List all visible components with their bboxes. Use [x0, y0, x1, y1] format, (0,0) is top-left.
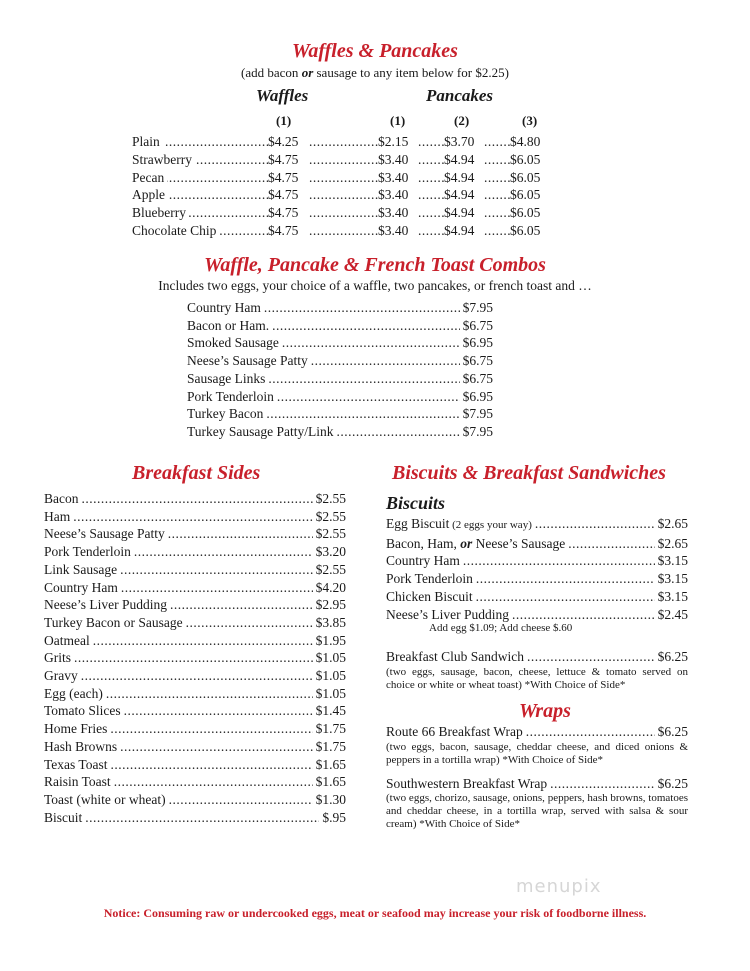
- waffle-price: $4.75: [268, 151, 299, 167]
- biscuit-addons: Add egg $1.09; Add cheese $.60: [429, 622, 573, 634]
- item-name: Blueberry: [132, 205, 189, 221]
- wrap-item: [386, 723, 688, 767]
- item-price: $1.75: [315, 721, 346, 737]
- pancake-3-price: $6.05: [510, 151, 541, 167]
- item-price: $1.75: [315, 738, 346, 754]
- pancake-3-price: $6.05: [510, 205, 541, 221]
- item-name: Egg (each): [44, 685, 103, 701]
- item-name: Turkey Sausage Patty/Link: [187, 423, 334, 439]
- food-safety-notice: Notice: Consuming raw or undercooked eggs, meat or seafood may increase your risk of foodborne illness.: [103, 906, 647, 920]
- item-price: $6.95: [462, 388, 493, 404]
- pancake-1-price: $3.40: [378, 187, 409, 203]
- list-item: [187, 352, 493, 370]
- item-price: $3.85: [315, 614, 346, 630]
- item-name: Toast (white or wheat): [44, 791, 166, 807]
- item-name: Link Sausage: [44, 561, 118, 577]
- waffles-pancakes-subtitle: (add bacon or sausage to any item below for $2.25): [241, 65, 509, 80]
- item-price: $1.05: [315, 650, 346, 666]
- list-item: [187, 334, 493, 352]
- item-name: Country Ham: [187, 300, 261, 315]
- item-name: Smoked Sausage: [187, 335, 279, 351]
- waffles-column-heading: Waffles: [256, 86, 309, 105]
- list-item: [44, 525, 346, 543]
- pancake-2-price: $4.94: [444, 223, 475, 238]
- pancake-2-price: $4.94: [444, 187, 475, 203]
- item-name: Pork Tenderloin: [187, 388, 274, 404]
- item-price: $1.30: [315, 791, 346, 807]
- item-name: Pork Tenderloin: [386, 571, 473, 587]
- item-name: Chicken Biscuit: [386, 588, 473, 604]
- waffle-price: $4.75: [268, 223, 299, 238]
- item-name: Tomato Slices: [44, 703, 121, 719]
- item-name: Neese’s Liver Pudding: [386, 606, 509, 622]
- item-price: $6.75: [462, 353, 493, 369]
- list-item: [44, 632, 346, 650]
- pancake-3-price: $4.80: [510, 134, 541, 149]
- list-item: [44, 738, 346, 756]
- breakfast-sides-list: [44, 490, 346, 826]
- item-price: $1.95: [315, 632, 346, 648]
- biscuits-sandwiches-title: Biscuits & Breakfast Sandwiches: [392, 462, 666, 484]
- item-name: Gravy: [44, 668, 78, 684]
- item-name: Neese’s Sausage Patty: [187, 353, 308, 369]
- item-price: $2.55: [315, 491, 346, 506]
- list-item: [187, 388, 493, 406]
- list-item: [44, 561, 346, 579]
- list-item: [44, 508, 346, 526]
- list-item: [44, 773, 346, 791]
- item-name: Neese’s Sausage Patty: [44, 526, 165, 542]
- list-item: [44, 490, 346, 508]
- item-description: (two eggs, bacon, sausage, cheddar cheese, and diced onions & peppers in a tortilla wrap) *With Choice of Side*: [386, 740, 688, 766]
- pancake-size-1: (1): [390, 113, 406, 128]
- pancake-2-price: $4.94: [444, 151, 475, 167]
- item-name: Sausage Links: [187, 370, 266, 386]
- list-item: [44, 614, 346, 632]
- pancakes-column-heading: Pancakes: [426, 86, 494, 105]
- item-name: Bacon or Ham.: [187, 317, 270, 333]
- item-name: Raisin Toast: [44, 774, 111, 790]
- item-price: $2.95: [315, 597, 346, 613]
- pancake-1-price: $2.15: [378, 134, 409, 149]
- item-price: $2.55: [315, 508, 346, 524]
- pancake-2-price: $3.70: [444, 134, 475, 149]
- list-item: [44, 685, 346, 703]
- waffle-size-1: (1): [276, 113, 292, 128]
- pancake-3-price: $6.05: [510, 169, 541, 185]
- list-item: [386, 570, 688, 588]
- item-price: $2.55: [315, 526, 346, 542]
- watermark-logo: menupix: [516, 876, 602, 897]
- combos-title: Waffle, Pancake & French Toast Combos: [204, 254, 546, 276]
- item-price: $1.45: [315, 703, 346, 719]
- list-item: [44, 720, 346, 738]
- list-item: [187, 370, 493, 388]
- list-item: [44, 791, 346, 809]
- waffle-price: $4.75: [268, 169, 299, 185]
- item-name: Neese’s Liver Pudding: [44, 597, 167, 613]
- waffles-pancakes-title: Waffles & Pancakes: [292, 40, 458, 62]
- item-price: $7.95: [462, 300, 493, 315]
- item-price: $6.75: [462, 317, 493, 333]
- list-item: [44, 649, 346, 667]
- table-row: [132, 187, 544, 205]
- pancake-size-2: (2): [454, 113, 470, 128]
- item-description: (two eggs, sausage, bacon, cheese, lettuce & tomato served on choice or white or wheat toast) *With Choice of Side*: [386, 665, 688, 691]
- item-price: $4.20: [315, 579, 346, 595]
- list-item: [44, 667, 346, 685]
- pancake-1-price: $3.40: [378, 205, 409, 221]
- wraps-title: Wraps: [519, 700, 571, 722]
- pancake-2-price: $4.94: [444, 169, 475, 185]
- item-price: $3.20: [315, 544, 346, 560]
- item-price: $2.45: [657, 606, 688, 622]
- biscuits-list: [386, 515, 688, 623]
- list-item: [187, 317, 493, 335]
- item-name: Ham: [44, 508, 71, 524]
- list-item: [386, 552, 688, 570]
- item-name: Apple: [132, 187, 168, 203]
- pancake-2-price: $4.94: [444, 205, 475, 221]
- list-item: [386, 723, 688, 741]
- item-price: $2.55: [315, 561, 346, 577]
- list-item: [187, 423, 493, 441]
- list-item: [187, 405, 493, 423]
- wrap-item: [386, 775, 688, 832]
- item-price: $3.15: [657, 571, 688, 587]
- combos-subtitle: Includes two eggs, your choice of a waffle, two pancakes, or french toast and …: [158, 278, 592, 293]
- item-price: $1.05: [315, 685, 346, 701]
- breakfast-sides-title: Breakfast Sides: [132, 462, 261, 484]
- item-name: Southwestern Breakfast Wrap: [386, 775, 548, 791]
- item-price: $3.15: [657, 553, 688, 569]
- list-item: Egg Biscuit (2 eggs your way) ..... $2.65: [386, 515, 688, 535]
- biscuits-subheading: Biscuits: [386, 493, 446, 513]
- list-item: [386, 775, 688, 793]
- pancake-1-price: $3.40: [378, 151, 409, 167]
- item-name: Biscuit: [44, 809, 83, 825]
- list-item: [187, 299, 493, 317]
- item-name: Country Ham: [386, 553, 460, 569]
- item-price: $6.25: [657, 724, 688, 739]
- table-row: [132, 205, 544, 223]
- table-row: [132, 223, 544, 241]
- item-price: $6.95: [462, 335, 493, 351]
- list-item: [44, 809, 346, 827]
- breakfast-club-sandwich: Breakfast Club Sandwich ..... $6.25 (two eggs, sausage, bacon, cheese, lettuce & tomato served on choice or white or wheat toast) *With Choice of Side*: [386, 648, 688, 692]
- item-price: $7.95: [462, 406, 493, 422]
- item-price: $6.25: [657, 775, 688, 791]
- wraps-list: [386, 723, 688, 839]
- item-price: $1.65: [315, 774, 346, 790]
- list-item: [44, 579, 346, 597]
- item-name: Hash Browns: [44, 738, 118, 754]
- table-row: [132, 170, 544, 188]
- waffle-price: $4.75: [268, 187, 299, 203]
- item-name: Bacon: [44, 491, 79, 506]
- item-description: (two eggs, chorizo, sausage, onions, peppers, hash browns, tomatoes and cheddar cheese, in a tortilla wrap, served with salsa & sour cream) *With Choice of Side*: [386, 792, 688, 831]
- item-name: Plain: [132, 134, 163, 150]
- item-name: Turkey Bacon: [187, 406, 264, 422]
- item-name: Home Fries: [44, 721, 108, 737]
- list-item: [44, 596, 346, 614]
- list-item: [386, 588, 688, 606]
- item-name: Strawberry: [132, 152, 195, 168]
- pancake-1-price: $3.40: [378, 169, 409, 185]
- pancake-3-price: $6.05: [510, 187, 541, 203]
- list-item: [44, 543, 346, 561]
- list-item: [386, 606, 688, 624]
- item-name: Turkey Bacon or Sausage: [44, 614, 183, 630]
- item-name: Chocolate Chip: [132, 223, 219, 239]
- pancake-3-price: $6.05: [510, 223, 541, 238]
- item-price: $7.95: [462, 423, 493, 439]
- combos-list: [187, 299, 493, 441]
- waffle-price: $4.75: [268, 205, 299, 221]
- list-item: [44, 756, 346, 774]
- table-row: [132, 134, 544, 152]
- item-price: $3.15: [657, 588, 688, 604]
- list-item: [44, 702, 346, 720]
- item-price: $.95: [322, 809, 346, 825]
- waffle-price: $4.25: [268, 134, 299, 149]
- table-row: [132, 152, 544, 170]
- item-name: Grits: [44, 650, 71, 666]
- item-name: Pecan: [132, 170, 167, 186]
- item-price: $6.75: [462, 370, 493, 386]
- item-name: Pork Tenderloin: [44, 544, 131, 560]
- pancake-1-price: $3.40: [378, 223, 409, 238]
- item-price: $1.05: [315, 668, 346, 684]
- item-name: Country Ham: [44, 579, 118, 595]
- pancake-size-3: (3): [522, 113, 538, 128]
- item-price: $1.65: [315, 756, 346, 772]
- item-name: Texas Toast: [44, 756, 108, 772]
- list-item: Bacon, Ham, or Neese’s Sausage ..... $2.65: [386, 535, 688, 553]
- item-name: Oatmeal: [44, 632, 90, 648]
- item-name: Route 66 Breakfast Wrap: [386, 724, 523, 739]
